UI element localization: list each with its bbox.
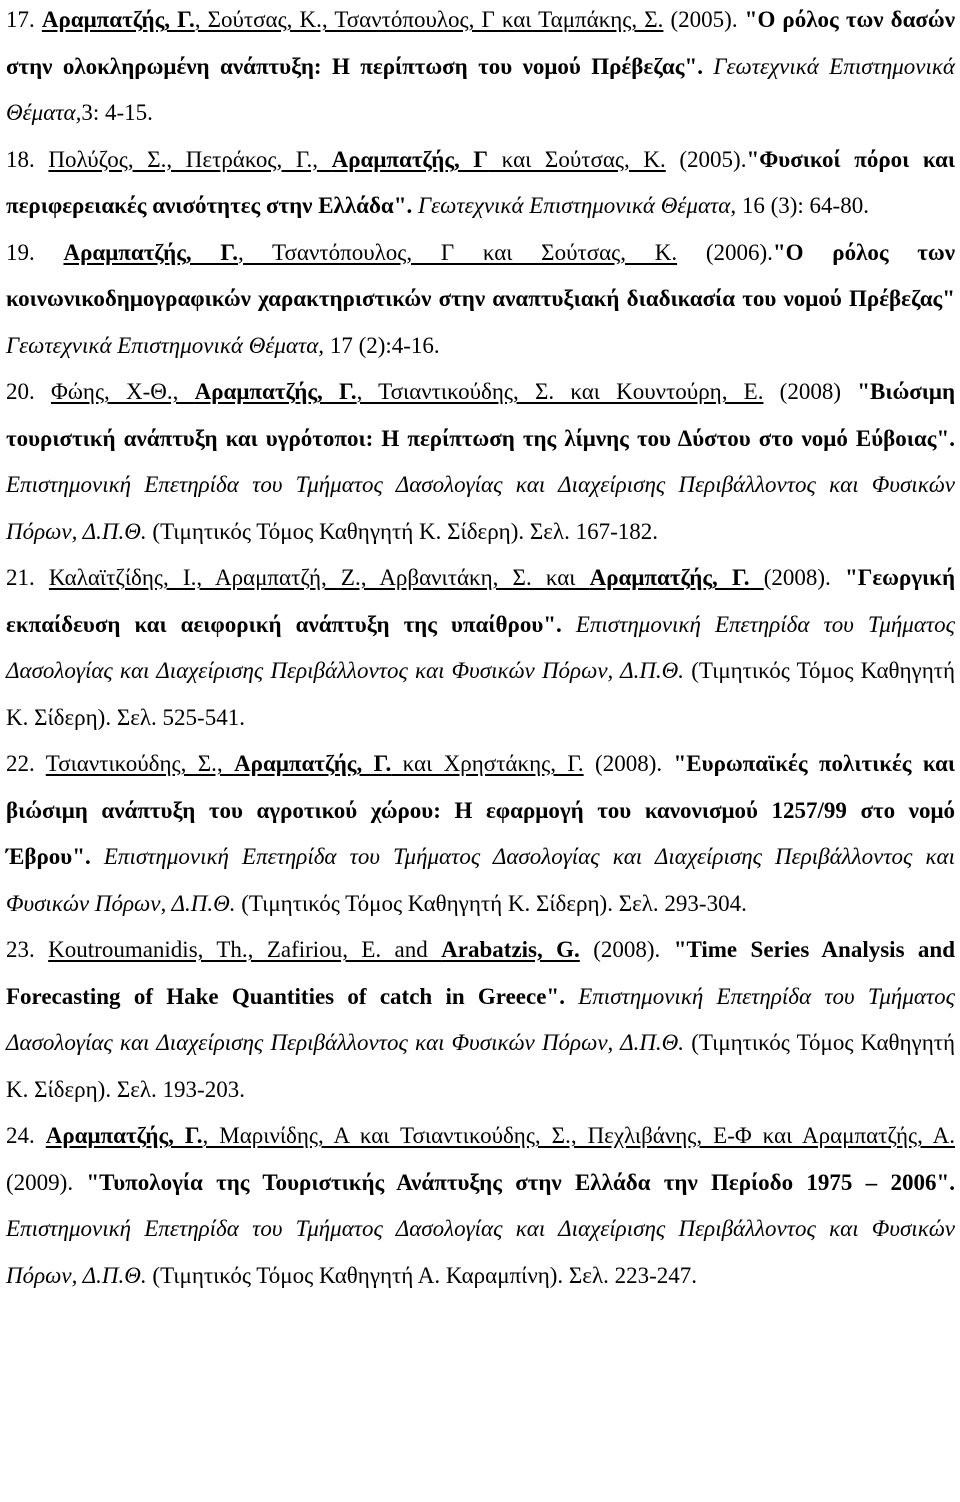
ref-highlighted-author: Αραμπατζής, Γ.: [234, 751, 392, 776]
ref-text: 21.: [6, 565, 49, 590]
ref-authors: [750, 565, 764, 590]
reference-21: [6, 555, 955, 741]
ref-authors: , Τσιαντικούδης, Σ. και Κουντούρη, Ε.: [356, 379, 764, 404]
ref-title: "Ευρωπαϊκές πολιτικές και βιώσιμη ανάπτυξη του αγροτικού χώρου: Η εφαρμογή του κανονισμού 1257/99 στο νομό Έβρου".: [6, 751, 955, 869]
ref-highlighted-author: Αραμπατζής, Γ.: [589, 565, 750, 590]
reference-18: [6, 137, 955, 230]
ref-authors: Καλαϊτζίδης, Ι., Αραμπατζή, Ζ., Αρβανιτάκη, Σ. και: [48, 565, 590, 590]
ref-source: Γεωτεχνικά Επιστημονικά Θέματα,: [6, 53, 955, 125]
ref-text: 17.: [6, 7, 42, 32]
ref-text: (Τιμητικός Τόμος Καθηγητή Κ. Σίδερη). Σελ. 167-182.: [146, 518, 658, 544]
ref-highlighted-author: Αραμπατζής, Γ.: [45, 1123, 203, 1148]
ref-text: (2008): [763, 379, 858, 404]
ref-highlighted-author: Αραμπατζής, Γ: [331, 146, 489, 172]
ref-text: (2005).: [665, 146, 747, 172]
ref-text: (Τιμητικός Τόμος Καθηγητή Κ. Σίδερη). Σελ. 293-304.: [235, 890, 747, 916]
ref-title: "Ο ρόλος των κοινωνικοδημογραφικών χαρακτηριστικών στην αναπτυξιακή διαδικασία του νομού Πρέβεζας": [6, 239, 955, 311]
ref-text: 19.: [6, 239, 64, 265]
ref-authors: , Σούτσας, Κ., Τσαντόπουλος, Γ και Ταμπάκης, Σ.: [194, 7, 664, 32]
ref-title: "Ο ρόλος των δασών στην ολοκληρωμένη ανάπτυξη: Η περίπτωση του νομού Πρέβεζας".: [6, 7, 955, 79]
ref-text: (2008).: [583, 751, 674, 776]
ref-authors: , Τσαντόπουλος, Γ και Σούτσας, Κ.: [237, 239, 678, 265]
ref-title: "Βιώσιμη τουριστική ανάπτυξη και υγρότοποι: Η περίπτωση της λίμνης του Δύστου στο νομό Εύβοιας".: [6, 379, 956, 451]
ref-text: 16 (3): 64-80.: [736, 193, 869, 218]
ref-source: Γεωτεχνικά Επιστημονικά Θέματα,: [412, 193, 737, 218]
ref-title: "Φυσικοί πόροι και περιφερειακές ανισότητες στην Ελλάδα".: [6, 146, 956, 218]
ref-authors: Πολύζος, Σ., Πετράκος, Γ.,: [48, 146, 332, 172]
ref-highlighted-author: Arabatzis, G.: [441, 937, 580, 962]
ref-text: 24.: [6, 1123, 46, 1148]
ref-text: (2008).: [763, 565, 845, 590]
ref-source: Επιστημονική Επετηρίδα του Τμήματος Δασολογίας και Διαχείρισης Περιβάλλοντος και Φυσικών Πόρων, Δ.Π.Θ.: [6, 844, 955, 916]
ref-authors: και Σούτσας, Κ.: [488, 146, 666, 172]
ref-source: Επιστημονική Επετηρίδα του Τμήματος Δασολογίας και Διαχείρισης Περιβάλλοντος και Φυσικών Πόρων, Δ.Π.Θ.: [6, 983, 956, 1055]
ref-authors: και Χρηστάκης, Γ.: [391, 751, 584, 776]
reference-19: [6, 230, 955, 370]
ref-title: "Τυπολογία της Τουριστικής Ανάπτυξης στην Ελλάδα την Περίοδο 1975 – 2006".: [86, 1169, 955, 1195]
ref-highlighted-author: Αραμπατζής, Γ.: [63, 239, 238, 265]
ref-text: (Τιμητικός Τόμος Καθηγητή Α. Καραμπίνη). Σελ. 223-247.: [146, 1262, 698, 1288]
ref-authors: Koutroumanidis, Th., Zafiriou, E. and: [48, 937, 442, 962]
ref-text: 18.: [6, 146, 49, 172]
ref-text: 3: 4-15.: [81, 100, 153, 125]
ref-authors: , Μαρινίδης, Α και Τσιαντικούδης, Σ., Πεχλιβάνης, Ε-Φ και Αραμπατζής, Α.: [202, 1123, 955, 1148]
ref-highlighted-author: Αραμπατζής, Γ.: [194, 379, 357, 404]
ref-source: Επιστημονική Επετηρίδα του Τμήματος Δασολογίας και Διαχείρισης Περιβάλλοντος και Φυσικών Πόρων, Δ.Π.Θ.: [6, 472, 955, 544]
ref-source: Επιστημονική Επετηρίδα του Τμήματος Δασολογίας και Διαχείρισης Περιβάλλοντος και Φυσικών Πόρων, Δ.Π.Θ.: [6, 1216, 955, 1288]
ref-text: (Τιμητικός Τόμος Καθηγητή Κ. Σίδερη). Σελ. 193-203.: [6, 1030, 955, 1102]
ref-text: 23.: [6, 937, 49, 962]
reference-22: [6, 741, 955, 927]
ref-highlighted-author: Αραμπατζής, Γ.: [41, 7, 195, 32]
ref-text: 17 (2):4-16.: [324, 332, 440, 358]
reference-24: [6, 1113, 955, 1299]
ref-text: (Τιμητικός Τόμος Καθηγητή Κ. Σίδερη). Σελ. 525-541.: [6, 658, 955, 730]
ref-text: 20.: [6, 379, 51, 404]
ref-text: (2008).: [579, 937, 674, 962]
ref-title: "Time Series Analysis and Forecasting of Hake Quantities of catch in Greece".: [6, 937, 956, 1009]
reference-17: [6, 0, 955, 137]
ref-source: Γεωτεχνικά Επιστημονικά Θέματα,: [6, 332, 325, 358]
ref-text: (2006).: [677, 239, 773, 265]
ref-authors: Φώης, Χ-Θ.,: [50, 379, 195, 404]
ref-text: (2009).: [6, 1169, 87, 1195]
reference-23: [6, 927, 955, 1113]
ref-title: "Γεωργική εκπαίδευση και αειφορική ανάπτυξη της υπαίθρου".: [6, 565, 956, 637]
ref-source: Επιστημονική Επετηρίδα του Τμήματος Δασολογίας και Διαχείρισης Περιβάλλοντος και Φυσικών Πόρων, Δ.Π.Θ.: [6, 611, 955, 683]
ref-text: 22.: [6, 751, 46, 776]
ref-text: (2005).: [663, 7, 745, 32]
reference-20: [6, 369, 955, 555]
ref-authors: Τσιαντικούδης, Σ.,: [45, 751, 235, 776]
